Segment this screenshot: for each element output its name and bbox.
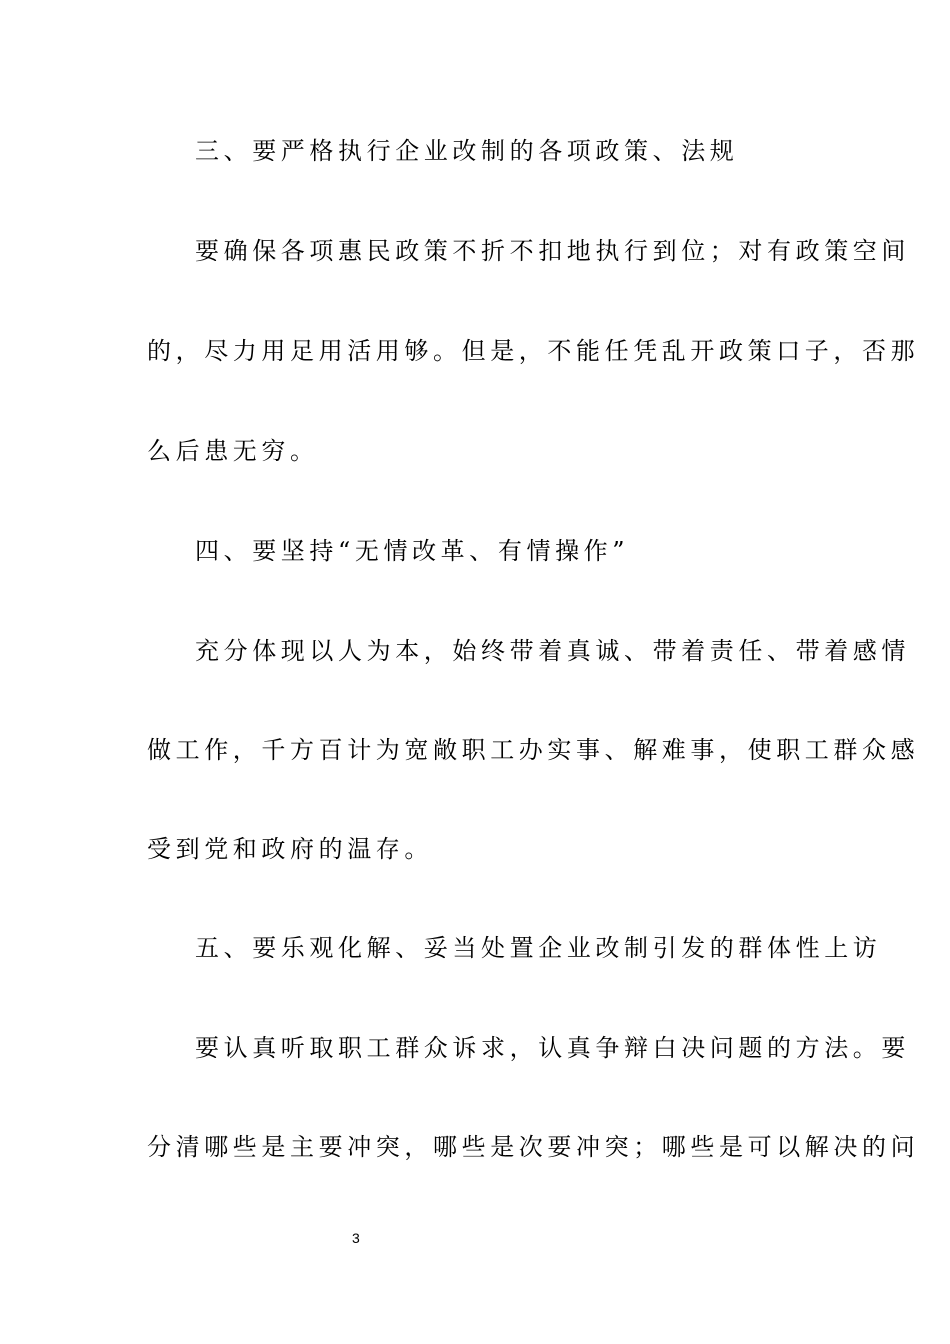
paragraph-line: 的，尽力用足用活用够。但是，不能任凭乱开政策口子，否那: [147, 337, 920, 365]
paragraph-line: 要确保各项惠民政策不折不扣地执行到位；对有政策空间: [195, 237, 910, 265]
paragraph-line: 受到党和政府的温存。: [147, 835, 433, 863]
heading-section-3: 三、要严格执行企业改制的各项政策、法规: [195, 137, 739, 165]
paragraph-line: 分清哪些是主要冲突，哪些是次要冲突；哪些是可以解决的问: [147, 1133, 920, 1161]
paragraph-line: 做工作，千方百计为宽敞职工办实事、解难事，使职工群众感: [147, 736, 920, 764]
heading-section-4: 四、要坚持“无情改革、有情操作”: [195, 537, 630, 565]
page-number: 3: [352, 1230, 360, 1246]
paragraph-line: 充分体现以人为本，始终带着真诚、带着责任、带着感情: [195, 637, 910, 665]
paragraph-line: 要认真听取职工群众诉求，认真争辩白决问题的方法。要: [195, 1034, 910, 1062]
heading-section-5: 五、要乐观化解、妥当处置企业改制引发的群体性上访: [195, 934, 882, 962]
paragraph-line: 么后患无穷。: [147, 437, 319, 465]
